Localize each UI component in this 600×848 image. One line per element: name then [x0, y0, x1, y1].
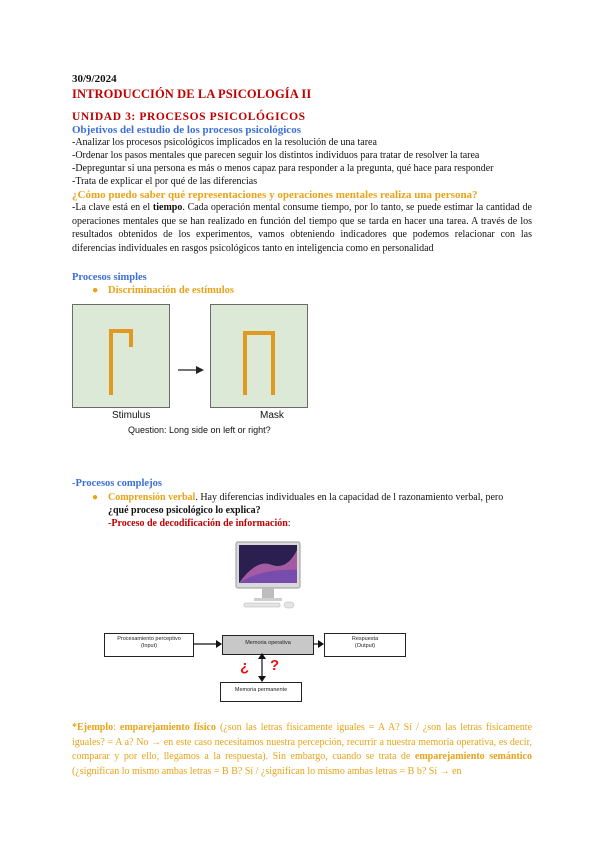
complex-bullet [72, 491, 532, 530]
objective-item: -Depreguntar si una persona es más o menos capaz para responder a la pregunta, qué hace para responder [72, 163, 494, 174]
stimulus-label: Stimulus [112, 410, 151, 421]
simple-bullet-text: Discriminación de estímulos [108, 285, 234, 296]
stimulus-figure [72, 304, 312, 474]
computer-diagram [104, 540, 404, 710]
unit-heading: UNIDAD 3: PROCESOS PSICOLÓGICOS [72, 111, 306, 123]
question-mark-right: ? [270, 657, 280, 674]
stimulus-panel [72, 304, 170, 408]
objective-item: -Trata de explicar el por qué de las diferencias [72, 176, 258, 187]
complex-bullet-text: . Hay diferencias individuales en la capacidad de l razonamiento verbal, pero [195, 492, 504, 503]
example-part1: (¿son las letras físicamente iguales = A A? Sí / ¿son las letras físicamente iguales? = A a? No → en este caso necesitamos nuestra percepción, recurrir a nuestra memoria operativa, es decir, comparar y por ello, llegamos a la respuesta). Sin embargo, cuando se trata de [72, 722, 533, 762]
bullet-icon: ● [92, 492, 99, 503]
example-part2: (¿significan lo mismo ambas letras = B B? Sí / ¿significan lo mismo ambas letras = B b? Sí → en [72, 765, 462, 777]
input-box-label: Procesamiento perceptivo (Input) [117, 636, 181, 649]
figure-question: Question: Long side on left or right? [128, 425, 271, 435]
semantic-matching: emparejamiento semántico [414, 751, 532, 762]
key-question: ¿Cómo puedo saber qué representaciones y operaciones mentales realiza una persona? [72, 189, 478, 201]
answer-rest: . Cada operación mental consume tiempo, por lo tanto, se puede estimar la cantidad de operaciones mentales que se han realizado en función del tiempo que se tarda en hacer una tarea. A través de los resultados obtenidos de los experimentos, vamos obteniendo indicadores que podemos relacionar con las diferencias individuales en rasgos psicológicos tanto en inteligencia como en personalidad [72, 202, 532, 254]
answer-paragraph [72, 201, 532, 255]
output-box-label: Respuesta (Output) [351, 636, 379, 649]
answer-bold: tiempo [152, 202, 183, 213]
long-term-memory-label: Memoria permanente [234, 687, 288, 693]
example-label: *Ejemplo [72, 722, 114, 733]
answer-prefix: -La clave está en el [72, 202, 153, 213]
decoding-colon: : [287, 518, 291, 529]
example-colon: : [113, 722, 120, 733]
objective-item: -Analizar los procesos psicológicos implicados en la resolución de una tarea [72, 137, 377, 148]
question-mark-left: ¿ [240, 658, 250, 675]
document-title: INTRODUCCIÓN DE LA PSICOLOGÍA II [72, 87, 312, 101]
objectives-heading: Objetivos del estudio de los procesos psicológicos [72, 124, 301, 136]
simple-bullet [72, 285, 532, 296]
stimulus-shape [73, 305, 169, 407]
mask-panel [210, 304, 308, 408]
arrow-right-icon [176, 364, 206, 376]
arrowhead [258, 676, 266, 682]
arrowhead [318, 640, 324, 648]
mask-label: Mask [260, 410, 284, 421]
diagram-arrows [104, 540, 404, 710]
date: 30/9/2024 [72, 73, 117, 85]
arrowhead [258, 653, 266, 659]
decoding-heading: -Proceso de decodificación de información [108, 518, 288, 529]
complex-section [72, 478, 532, 530]
document-page [72, 70, 532, 296]
mask-shape [211, 305, 307, 407]
objective-item: -Ordenar los pasos mentales que parecen seguir los distintos individuos para tratar de resolver la tarea [72, 150, 480, 161]
arrowhead [216, 640, 222, 648]
working-memory-label: Memoria operativa [245, 640, 291, 646]
complex-heading: -Procesos complejos [72, 478, 162, 489]
simple-processes-heading: Procesos simples [72, 272, 147, 283]
bullet-icon: ● [92, 285, 99, 296]
complex-bullet-question: ¿qué proceso psicológico lo explica? [108, 505, 261, 516]
physical-matching: emparejamiento físico [119, 722, 216, 733]
verbal-comprehension: Comprensión verbal [108, 492, 196, 503]
complex-bullet-body [108, 491, 503, 530]
example-paragraph [72, 721, 532, 779]
